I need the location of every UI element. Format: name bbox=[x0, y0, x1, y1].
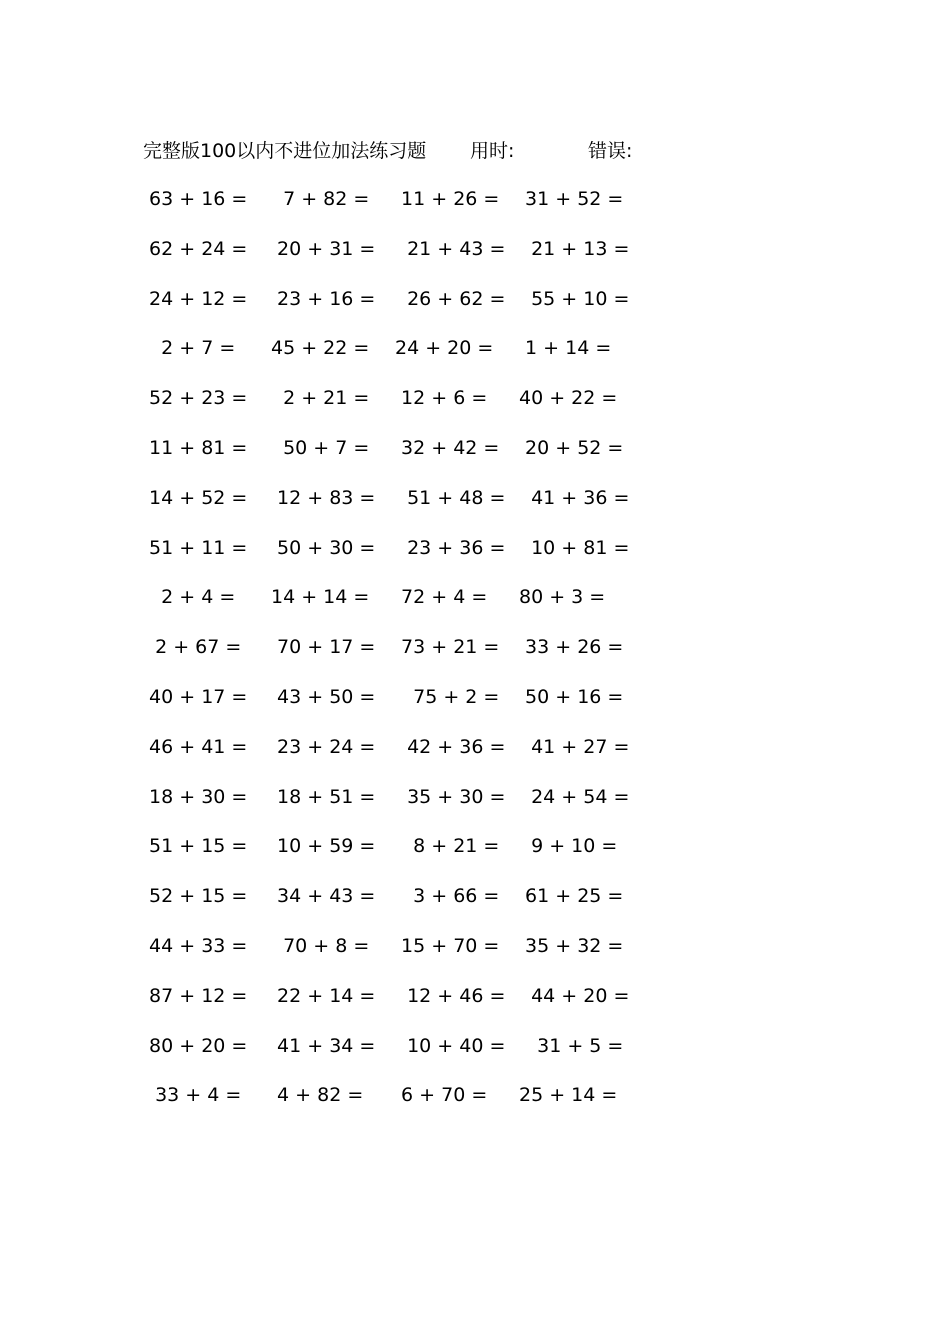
problem-row bbox=[0, 333, 950, 383]
addition-problem: 41 + 36 = bbox=[519, 486, 630, 509]
addition-problem: 9 + 10 = bbox=[519, 835, 618, 858]
addition-problem: 2 + 7 = bbox=[143, 337, 236, 360]
addition-problem: 4 + 82 = bbox=[271, 1084, 364, 1107]
problem-grid bbox=[0, 184, 950, 1130]
addition-problem: 15 + 70 = bbox=[395, 934, 500, 957]
problem-row bbox=[0, 881, 950, 931]
addition-problem: 25 + 14 = bbox=[519, 1084, 618, 1107]
worksheet-header bbox=[0, 136, 950, 166]
addition-problem: 8 + 21 = bbox=[395, 835, 500, 858]
addition-problem: 52 + 23 = bbox=[143, 387, 248, 410]
error-count-label: 错误: bbox=[588, 140, 633, 162]
addition-problem: 14 + 52 = bbox=[143, 486, 248, 509]
addition-problem: 70 + 17 = bbox=[271, 636, 376, 659]
addition-problem: 20 + 52 = bbox=[519, 436, 624, 459]
addition-problem: 51 + 11 = bbox=[143, 536, 248, 559]
worksheet-title: 完整版100以内不进位加法练习题 bbox=[143, 140, 427, 162]
addition-problem: 22 + 14 = bbox=[271, 984, 376, 1007]
problem-row bbox=[0, 433, 950, 483]
addition-problem: 63 + 16 = bbox=[143, 188, 248, 210]
problem-row bbox=[0, 981, 950, 1031]
problem-row bbox=[0, 831, 950, 881]
addition-problem: 51 + 48 = bbox=[395, 486, 506, 509]
addition-problem: 44 + 33 = bbox=[143, 934, 248, 957]
addition-problem: 23 + 24 = bbox=[271, 735, 376, 758]
addition-problem: 31 + 52 = bbox=[519, 188, 624, 210]
problem-row bbox=[0, 632, 950, 682]
addition-problem: 18 + 30 = bbox=[143, 785, 248, 808]
addition-problem: 34 + 43 = bbox=[271, 885, 376, 908]
problem-row bbox=[0, 732, 950, 782]
addition-problem: 1 + 14 = bbox=[519, 337, 612, 360]
problem-row bbox=[0, 1031, 950, 1081]
addition-problem: 12 + 46 = bbox=[395, 984, 506, 1007]
addition-problem: 6 + 70 = bbox=[395, 1084, 488, 1107]
addition-problem: 23 + 36 = bbox=[395, 536, 506, 559]
problem-row bbox=[0, 782, 950, 832]
addition-problem: 2 + 4 = bbox=[143, 586, 236, 609]
addition-problem: 62 + 24 = bbox=[143, 237, 248, 260]
addition-problem: 21 + 13 = bbox=[519, 237, 630, 260]
addition-problem: 10 + 81 = bbox=[519, 536, 630, 559]
addition-problem: 2 + 67 = bbox=[143, 636, 242, 659]
addition-problem: 24 + 20 = bbox=[395, 337, 494, 360]
addition-problem: 41 + 34 = bbox=[271, 1034, 376, 1057]
addition-problem: 70 + 8 = bbox=[271, 934, 370, 957]
addition-problem: 2 + 21 = bbox=[271, 387, 370, 410]
addition-problem: 52 + 15 = bbox=[143, 885, 248, 908]
problem-row bbox=[0, 184, 950, 234]
addition-problem: 11 + 81 = bbox=[143, 436, 248, 459]
problem-row bbox=[0, 284, 950, 334]
addition-problem: 45 + 22 = bbox=[271, 337, 370, 360]
addition-problem: 72 + 4 = bbox=[395, 586, 488, 609]
addition-problem: 87 + 12 = bbox=[143, 984, 248, 1007]
time-used-label: 用时: bbox=[470, 140, 515, 162]
addition-problem: 40 + 17 = bbox=[143, 685, 248, 708]
addition-problem: 7 + 82 = bbox=[271, 188, 370, 210]
addition-problem: 73 + 21 = bbox=[395, 636, 500, 659]
problem-row bbox=[0, 931, 950, 981]
addition-problem: 21 + 43 = bbox=[395, 237, 506, 260]
problem-row bbox=[0, 582, 950, 632]
problem-row bbox=[0, 483, 950, 533]
addition-problem: 41 + 27 = bbox=[519, 735, 630, 758]
addition-problem: 61 + 25 = bbox=[519, 885, 624, 908]
addition-problem: 32 + 42 = bbox=[395, 436, 500, 459]
addition-problem: 12 + 6 = bbox=[395, 387, 488, 410]
addition-problem: 11 + 26 = bbox=[395, 188, 500, 210]
problem-row bbox=[0, 383, 950, 433]
addition-problem: 50 + 16 = bbox=[519, 685, 624, 708]
addition-problem: 24 + 12 = bbox=[143, 287, 248, 310]
addition-problem: 33 + 26 = bbox=[519, 636, 624, 659]
addition-problem: 14 + 14 = bbox=[271, 586, 370, 609]
problem-row bbox=[0, 533, 950, 583]
problem-row bbox=[0, 234, 950, 284]
addition-problem: 44 + 20 = bbox=[519, 984, 630, 1007]
problem-row bbox=[0, 682, 950, 732]
addition-problem: 43 + 50 = bbox=[271, 685, 376, 708]
addition-problem: 50 + 30 = bbox=[271, 536, 376, 559]
addition-problem: 55 + 10 = bbox=[519, 287, 630, 310]
addition-problem: 80 + 20 = bbox=[143, 1034, 248, 1057]
addition-problem: 10 + 40 = bbox=[395, 1034, 506, 1057]
addition-problem: 20 + 31 = bbox=[271, 237, 376, 260]
addition-problem: 40 + 22 = bbox=[519, 387, 618, 410]
addition-problem: 12 + 83 = bbox=[271, 486, 376, 509]
addition-problem: 3 + 66 = bbox=[395, 885, 500, 908]
addition-problem: 10 + 59 = bbox=[271, 835, 376, 858]
addition-problem: 51 + 15 = bbox=[143, 835, 248, 858]
addition-problem: 35 + 30 = bbox=[395, 785, 506, 808]
addition-problem: 23 + 16 = bbox=[271, 287, 376, 310]
addition-problem: 26 + 62 = bbox=[395, 287, 506, 310]
addition-problem: 75 + 2 = bbox=[395, 685, 500, 708]
addition-problem: 24 + 54 = bbox=[519, 785, 630, 808]
addition-problem: 80 + 3 = bbox=[519, 586, 606, 609]
addition-problem: 50 + 7 = bbox=[271, 436, 370, 459]
addition-problem: 46 + 41 = bbox=[143, 735, 248, 758]
addition-problem: 31 + 5 = bbox=[519, 1034, 624, 1057]
problem-row bbox=[0, 1080, 950, 1130]
addition-problem: 18 + 51 = bbox=[271, 785, 376, 808]
addition-problem: 42 + 36 = bbox=[395, 735, 506, 758]
addition-problem: 35 + 32 = bbox=[519, 934, 624, 957]
addition-problem: 33 + 4 = bbox=[143, 1084, 242, 1107]
